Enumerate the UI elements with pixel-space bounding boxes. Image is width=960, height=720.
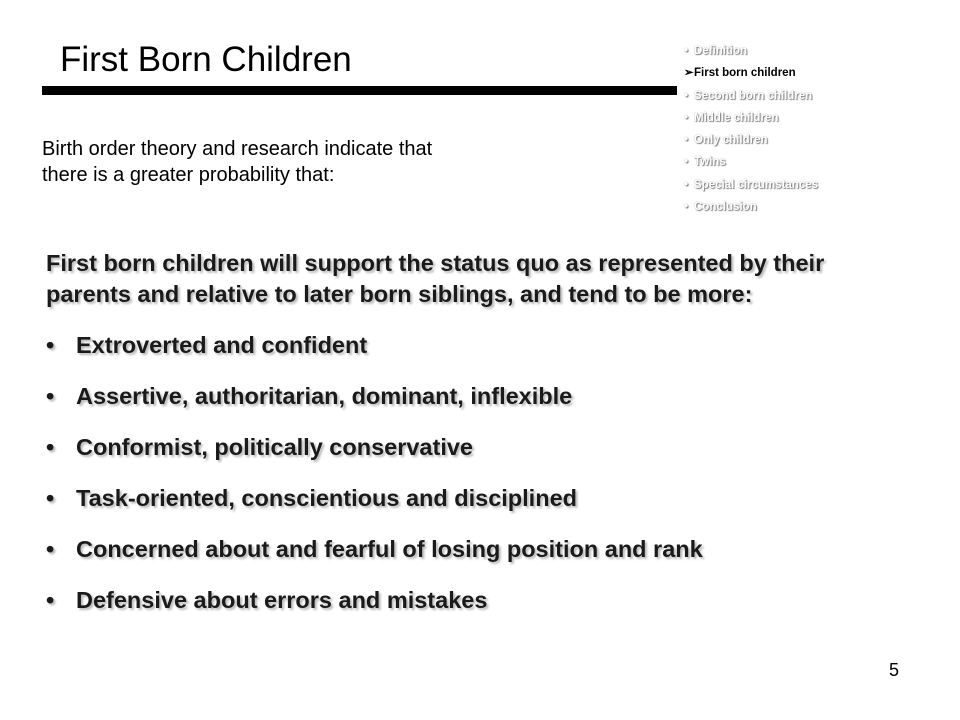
arrow-bullet-icon: ➢ <box>684 67 694 80</box>
lead-text <box>46 248 906 310</box>
bullet-icon: • <box>684 134 689 147</box>
page-number: 5 <box>889 660 900 680</box>
bullet-icon: • <box>684 89 689 102</box>
bullet-icon: • <box>46 332 55 358</box>
nav-item-label: Middle children <box>694 111 779 124</box>
bullet-icon: • <box>46 434 55 460</box>
nav-item-label: Only children <box>694 134 768 147</box>
nav-item-definition[interactable] <box>684 40 818 62</box>
list-item-text: Task-oriented, conscientious and disciplined <box>76 485 577 511</box>
nav-item-conclusion[interactable] <box>684 196 818 218</box>
bullet-icon: • <box>46 485 55 511</box>
nav-item-label: Special circumstances <box>694 178 819 191</box>
intro-text <box>42 136 522 188</box>
nav-item-label: Definition <box>694 45 748 57</box>
bullet-icon: • <box>46 536 55 562</box>
trait-list <box>46 330 703 636</box>
list-item-text: Assertive, authoritarian, dominant, inflexible <box>76 383 573 409</box>
intro-line: there is a greater probability that: <box>42 164 335 186</box>
section-nav <box>684 40 818 218</box>
nav-item-only[interactable] <box>684 129 818 151</box>
intro-line: Birth order theory and research indicate that <box>42 138 433 160</box>
nav-item-twins[interactable] <box>684 151 818 173</box>
lead-line: First born children will support the status quo as represented by their <box>46 250 825 276</box>
bullet-icon: • <box>46 587 55 613</box>
list-item-text: Extroverted and confident <box>76 332 368 358</box>
nav-item-second-born[interactable] <box>684 85 818 107</box>
bullet-icon: • <box>684 201 689 214</box>
title-divider <box>42 86 677 95</box>
slide-title: First Born Children <box>60 40 352 79</box>
list-item-text: Defensive about errors and mistakes <box>76 587 488 613</box>
list-item <box>46 432 703 483</box>
nav-item-label: Second born children <box>694 89 813 102</box>
nav-item-special[interactable] <box>684 174 818 196</box>
bullet-icon: • <box>46 383 55 409</box>
list-item <box>46 330 703 381</box>
list-item-text: Conformist, politically conservative <box>76 434 473 460</box>
nav-item-first-born[interactable] <box>684 62 818 84</box>
bullet-icon: • <box>684 45 689 57</box>
nav-item-middle[interactable] <box>684 107 818 129</box>
nav-item-label: Conclusion <box>694 201 757 214</box>
list-item <box>46 483 703 534</box>
list-item <box>46 534 703 585</box>
lead-line: parents and relative to later born siblings, and tend to be more: <box>46 281 753 307</box>
list-item <box>46 585 703 636</box>
bullet-icon: • <box>684 111 689 124</box>
nav-item-label: Twins <box>694 156 726 169</box>
list-item <box>46 381 703 432</box>
bullet-icon: • <box>684 156 689 169</box>
nav-item-label: First born children <box>694 67 796 80</box>
bullet-icon: • <box>684 178 689 191</box>
list-item-text: Concerned about and fearful of losing position and rank <box>76 536 703 562</box>
